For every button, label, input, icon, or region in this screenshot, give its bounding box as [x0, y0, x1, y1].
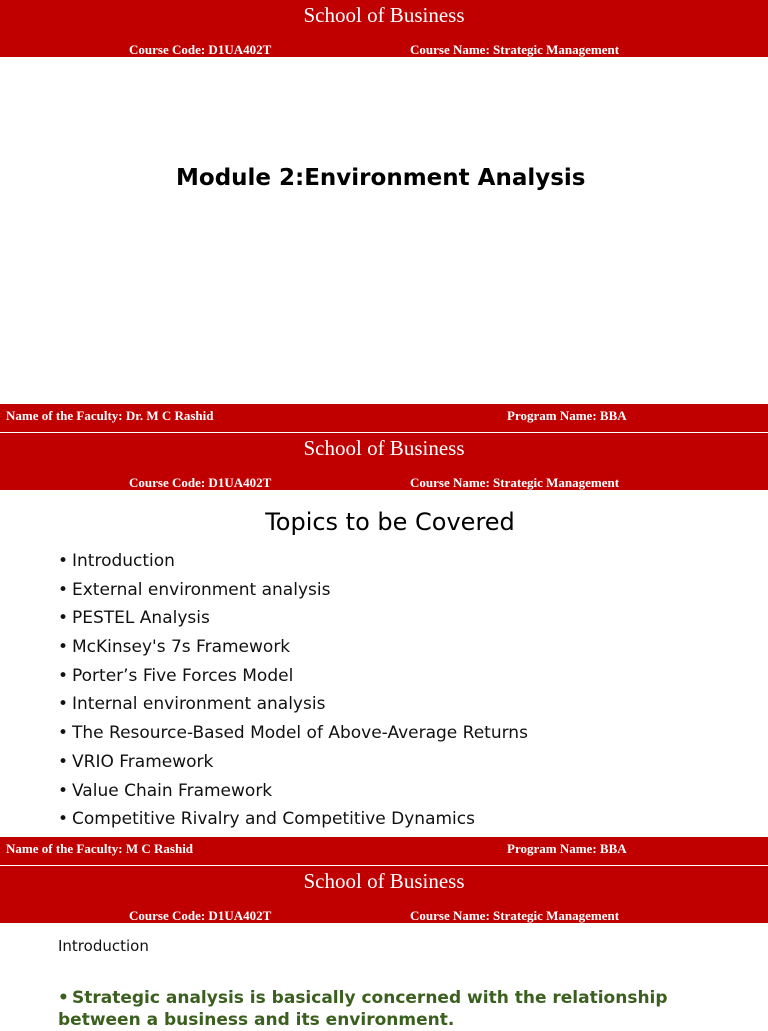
- topic-label: Competitive Rivalry and Competitive Dynamics: [72, 809, 475, 830]
- course-name: Course Name: Strategic Management: [410, 908, 620, 923]
- faculty-name: Name of the Faculty: M C Rashid: [6, 841, 194, 856]
- list-item: • VRIO Framework: [58, 751, 214, 772]
- slide2-footer: [0, 837, 768, 865]
- list-item: • PESTEL Analysis: [58, 608, 210, 629]
- faculty-name: Name of the Faculty: Dr. M C Rashid: [6, 408, 214, 423]
- course-code: Course Code: D1UA402T: [129, 42, 272, 57]
- course-code: Course Code: D1UA402T: [129, 475, 272, 490]
- program-name: Program Name: BBA: [507, 408, 627, 423]
- course-code: Course Code: D1UA402T: [129, 908, 272, 923]
- slide3-header: [0, 866, 768, 923]
- slide1-footer: [0, 404, 768, 432]
- topics-title: Topics to be Covered: [265, 508, 515, 536]
- list-item: • McKinsey's 7s Framework: [58, 637, 291, 658]
- topic-label: McKinsey's 7s Framework: [72, 637, 291, 658]
- school-name: School of Business: [303, 3, 465, 27]
- topic-label: Value Chain Framework: [72, 780, 273, 801]
- topic-label: Internal environment analysis: [72, 694, 326, 715]
- list-item: • Value Chain Framework: [58, 780, 273, 801]
- list-item: • The Resource-Based Model of Above-Average Returns: [58, 723, 528, 744]
- module-title: Module 2:Environment Analysis: [176, 165, 586, 191]
- topic-label: Introduction: [72, 551, 175, 571]
- topics-list: [58, 549, 528, 836]
- list-item: • External environment analysis: [58, 579, 331, 600]
- topic-label: PESTEL Analysis: [72, 608, 210, 629]
- list-item: • Introduction: [58, 551, 175, 571]
- topic-label: External environment analysis: [72, 579, 331, 600]
- section-label: Introduction: [58, 937, 149, 955]
- course-name: Course Name: Strategic Management: [410, 42, 620, 57]
- school-name: School of Business: [303, 869, 465, 893]
- school-name: School of Business: [303, 436, 465, 460]
- slide1-header: [0, 0, 768, 57]
- topic-label: The Resource-Based Model of Above-Average Returns: [72, 723, 528, 744]
- intro-bullet-text: Strategic analysis is basically concerned with the relationship between a business and its environment.: [58, 988, 668, 1030]
- intro-bullet: • Strategic analysis is basically concerned with the relationship between a business and its environment.: [58, 988, 668, 1030]
- topic-label: Porter’s Five Forces Model: [72, 665, 294, 686]
- list-item: • Porter’s Five Forces Model: [58, 665, 294, 686]
- topic-label: VRIO Framework: [72, 751, 214, 772]
- list-item: • Internal environment analysis: [58, 694, 326, 715]
- program-name: Program Name: BBA: [507, 841, 627, 856]
- slide2-header: [0, 433, 768, 490]
- course-name: Course Name: Strategic Management: [410, 475, 620, 490]
- list-item: • Competitive Rivalry and Competitive Dynamics: [58, 809, 475, 830]
